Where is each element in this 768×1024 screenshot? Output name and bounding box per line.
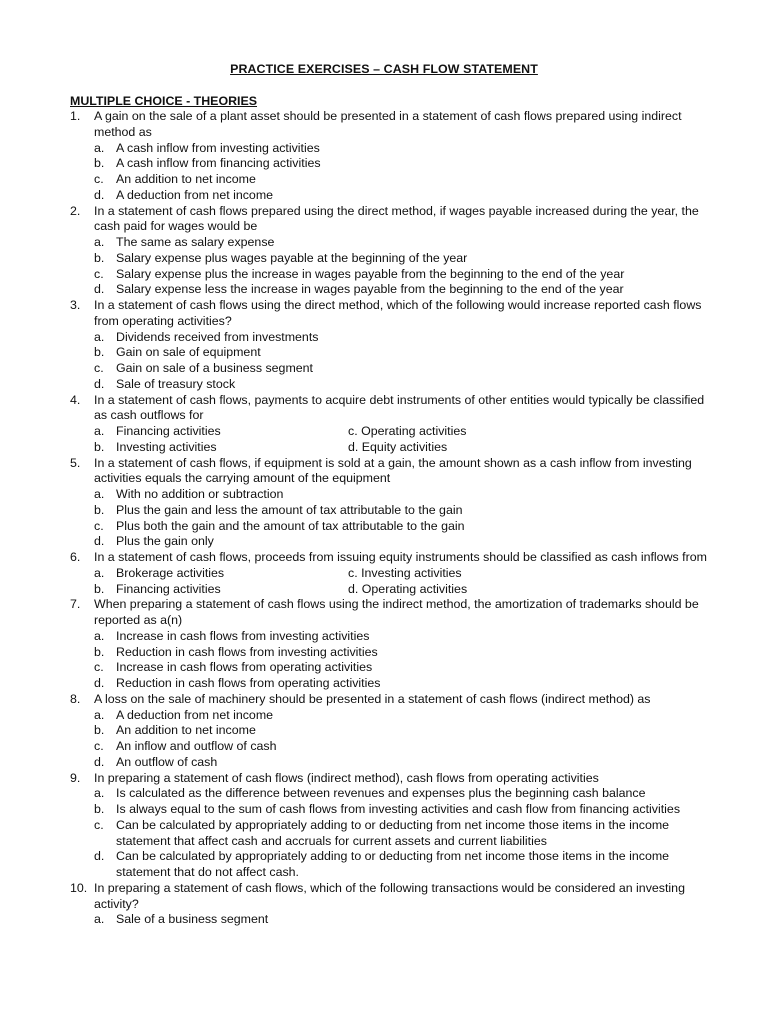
option-text: Salary expense plus the increase in wages payable from the beginning to the end of the year (116, 266, 625, 281)
answer-options (94, 629, 710, 692)
answer-option: d. Operating activities (348, 581, 468, 596)
answer-option (94, 377, 710, 393)
question-text: In a statement of cash flows, if equipment is sold at a gain, the amount shown as a cash inflow from investing activities equals the carrying amount of the equipment (94, 455, 692, 486)
answer-option-row (94, 566, 710, 582)
answer-option (94, 849, 710, 881)
answer-option (94, 566, 348, 582)
option-letter: b. (94, 644, 105, 659)
option-text: Is calculated as the difference between revenues and expenses plus the beginning cash balance (116, 786, 646, 801)
option-letter: d. (94, 376, 105, 391)
option-text: Financing activities (116, 581, 221, 596)
option-text: Plus the gain and less the amount of tax attributable to the gain (116, 502, 463, 517)
answer-option (94, 755, 710, 771)
question-text: In a statement of cash flows, proceeds from issuing equity instruments should be classified as cash inflows from (94, 550, 707, 564)
answer-option (94, 424, 348, 440)
answer-option (94, 645, 710, 661)
option-text: Reduction in cash flows from investing activities (116, 644, 378, 659)
option-text: A deduction from net income (116, 707, 274, 722)
option-letter: a. (94, 786, 105, 801)
question-text: In a statement of cash flows using the direct method, which of the following would increase reported cash flows from operating activities? (94, 298, 702, 328)
answer-option-row (94, 582, 710, 598)
option-letter: b. (94, 345, 105, 360)
option-letter: c. (94, 518, 104, 533)
option-letter: a. (94, 487, 105, 501)
option-text: Sale of a business segment (116, 912, 269, 927)
answer-option (94, 156, 710, 172)
answer-option: c. Investing activities (348, 565, 462, 580)
answer-option (94, 676, 710, 692)
answer-option (94, 503, 710, 519)
option-letter: a. (94, 424, 105, 438)
option-letter: d. (94, 754, 105, 769)
answer-option (94, 629, 710, 645)
answer-option-row (94, 424, 710, 440)
answer-option (94, 519, 710, 535)
question-item (70, 204, 710, 299)
question-item (70, 881, 710, 928)
answer-options (94, 708, 710, 771)
question-text: A loss on the sale of machinery should be presented in a statement of cash flows (indirect method) as (94, 691, 651, 706)
question-item (70, 550, 710, 597)
answer-option (94, 708, 710, 724)
option-letter: a. (94, 707, 105, 722)
answer-option (94, 172, 710, 188)
answer-option (94, 267, 710, 283)
answer-options (94, 330, 710, 393)
option-letter: d. (94, 282, 105, 297)
option-letter: b. (94, 581, 105, 596)
option-letter: c. (94, 361, 104, 375)
answer-options (94, 912, 710, 928)
answer-option (94, 818, 710, 850)
answer-option (94, 534, 710, 550)
option-letter: c. (94, 172, 104, 186)
option-text: An inflow and outflow of cash (116, 739, 277, 753)
question-text: In a statement of cash flows prepared using the direct method, if wages payable increased during the year, the cash paid for wages would be (94, 203, 699, 234)
question-number: 10. (70, 880, 88, 895)
answer-option (94, 282, 710, 298)
option-letter: c. (94, 739, 104, 753)
option-text: Gain on sale of equipment (116, 345, 261, 360)
option-text: Salary expense less the increase in wages payable from the beginning to the end of the year (116, 282, 624, 297)
page-title: PRACTICE EXERCISES – CASH FLOW STATEMENT (230, 62, 538, 76)
answer-option (94, 660, 710, 676)
question-item (70, 692, 710, 771)
answer-option (94, 723, 710, 739)
option-letter: c. (94, 660, 104, 675)
option-text: Is always equal to the sum of cash flows from investing activities and cash flow from financing activities (116, 802, 681, 816)
question-list (70, 109, 710, 928)
answer-option (94, 912, 710, 928)
answer-options (94, 487, 710, 550)
option-text: Dividends received from investments (116, 329, 319, 344)
option-text: Reduction in cash flows from operating activities (116, 676, 381, 690)
option-text: A deduction from net income (116, 187, 274, 202)
answer-option (94, 487, 710, 503)
option-letter: b. (94, 802, 105, 816)
option-letter: a. (94, 628, 105, 643)
question-item (70, 456, 710, 551)
question-number: 8. (70, 691, 81, 706)
question-number: 1. (70, 109, 81, 123)
option-text: An outflow of cash (116, 754, 218, 769)
answer-option (94, 739, 710, 755)
question-number: 4. (70, 392, 81, 407)
question-text: In preparing a statement of cash flows, which of the following transactions would be considered an investing activity? (94, 880, 685, 911)
question-number: 3. (70, 298, 81, 312)
option-letter: d. (94, 849, 105, 864)
option-text: Increase in cash flows from operating activities (116, 660, 373, 675)
option-text: Gain on sale of a business segment (116, 361, 313, 375)
option-text: Plus the gain only (116, 534, 214, 549)
answer-option (94, 251, 710, 267)
option-letter: b. (94, 439, 105, 454)
answer-option: d. Equity activities (348, 439, 448, 454)
option-text: A cash inflow from financing activities (116, 156, 321, 171)
question-number: 6. (70, 550, 81, 564)
option-text: Plus both the gain and the amount of tax attributable to the gain (116, 518, 465, 533)
answer-options (94, 141, 710, 204)
answer-option (94, 345, 710, 361)
question-number: 7. (70, 597, 81, 612)
question-text: In preparing a statement of cash flows (indirect method), cash flows from operating activities (94, 770, 599, 785)
question-number: 5. (70, 455, 81, 470)
question-number: 9. (70, 770, 81, 785)
option-text: Financing activities (116, 424, 221, 438)
option-text: With no addition or subtraction (116, 487, 284, 501)
question-item (70, 597, 710, 692)
option-letter: a. (94, 140, 105, 155)
option-text: The same as salary expense (116, 235, 275, 249)
option-letter: b. (94, 156, 105, 171)
question-item (70, 298, 710, 393)
option-text: Brokerage activities (116, 565, 225, 580)
answer-option (94, 582, 348, 598)
question-item (70, 393, 710, 456)
option-letter: a. (94, 912, 105, 927)
option-letter: b. (94, 250, 105, 265)
question-number: 2. (70, 203, 81, 218)
option-letter: c. (94, 817, 104, 832)
option-text: Increase in cash flows from investing activities (116, 628, 370, 643)
option-text: Sale of treasury stock (116, 376, 236, 391)
answer-option (94, 802, 710, 818)
section-heading: MULTIPLE CHOICE - THEORIES (70, 94, 258, 108)
answer-option (94, 235, 710, 251)
option-letter: c. (94, 266, 104, 281)
answer-option: c. Operating activities (348, 424, 467, 438)
question-text: A gain on the sale of a plant asset should be presented in a statement of cash flows prepared using indirect method as (94, 109, 682, 139)
answer-option (94, 440, 348, 456)
question-text: In a statement of cash flows, payments to acquire debt instruments of other entities would typically be classified as cash outflows for (94, 392, 705, 423)
option-letter: b. (94, 723, 105, 738)
option-text: Salary expense plus wages payable at the beginning of the year (116, 250, 468, 265)
option-text: Can be calculated by appropriately adding to or deducting from net income those items in the income statement that affect cash and accruals for current assets and current liabilities (116, 817, 670, 848)
option-letter: d. (94, 534, 105, 549)
answer-options (94, 566, 710, 598)
answer-option (94, 188, 710, 204)
option-text: A cash inflow from investing activities (116, 140, 320, 155)
option-letter: d. (94, 676, 105, 690)
option-letter: a. (94, 329, 105, 344)
answer-options (94, 424, 710, 456)
question-item (70, 771, 710, 881)
answer-option (94, 330, 710, 346)
option-text: An addition to net income (116, 172, 256, 186)
option-text: Investing activities (116, 439, 217, 454)
answer-option (94, 141, 710, 157)
question-text: When preparing a statement of cash flows using the indirect method, the amortization of trademarks should be reported as a(n) (94, 597, 699, 627)
option-letter: a. (94, 565, 105, 580)
answer-options (94, 235, 710, 298)
option-letter: d. (94, 187, 105, 202)
answer-option (94, 361, 710, 377)
answer-option-row (94, 440, 710, 456)
answer-options (94, 786, 710, 881)
option-letter: b. (94, 502, 105, 517)
option-letter: a. (94, 235, 105, 249)
answer-option (94, 786, 710, 802)
option-text: Can be calculated by appropriately adding to or deducting from net income those items in the income statement that do not affect cash. (116, 849, 670, 879)
option-text: An addition to net income (116, 723, 256, 738)
question-item (70, 109, 710, 204)
